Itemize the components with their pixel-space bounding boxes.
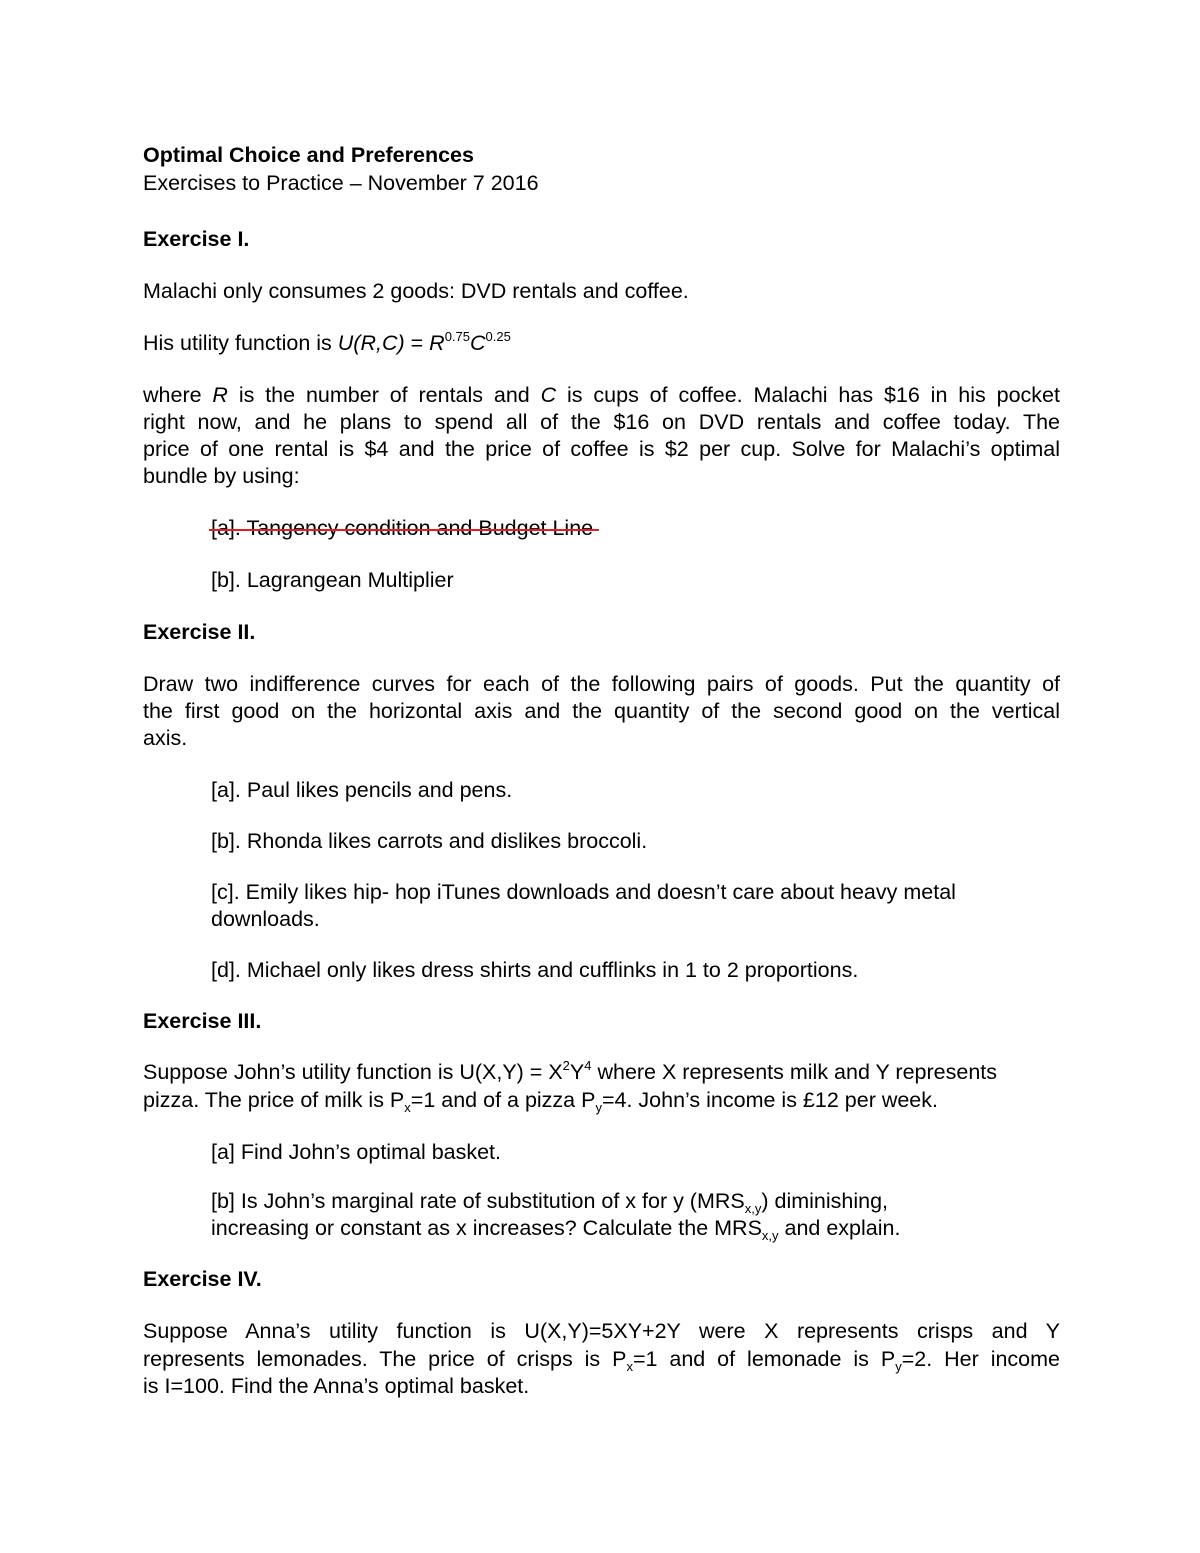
exercise-1-heading: Exercise I.	[143, 227, 250, 251]
exercise-2-item-a: [a]. Paul likes pencils and pens.	[211, 778, 513, 802]
document-subtitle: Exercises to Practice – November 7 2016	[143, 171, 539, 195]
exercise-1-item-b: [b]. Lagrangean Multiplier	[211, 568, 454, 592]
exercise-4-paragraph-line: is I=100. Find the Anna’s optimal basket.	[143, 1374, 530, 1398]
exercise-2-item-b: [b]. Rhonda likes carrots and dislikes broccoli.	[211, 829, 648, 853]
exercise-1-item-a-struck: [a]. Tangency condition and Budget Line	[211, 516, 594, 540]
exercise-2-paragraph-line: Draw two indifference curves for each of the following pairs of goods. Put the quantity of	[143, 672, 1060, 696]
exercise-1-paragraph-line: where R is the number of rentals and C is cups of coffee. Malachi has $16 in his pocket	[143, 383, 1060, 407]
exercise-4-heading: Exercise IV.	[143, 1267, 262, 1291]
exercise-1-paragraph-line: bundle by using:	[143, 464, 300, 488]
document-title: Optimal Choice and Preferences	[143, 143, 474, 167]
exercise-3-item-a: [a] Find John’s optimal basket.	[211, 1140, 502, 1164]
exercise-1-intro: Malachi only consumes 2 goods: DVD rentals and coffee.	[143, 279, 689, 303]
exercise-2-item-d: [d]. Michael only likes dress shirts and cufflinks in 1 to 2 proportions.	[211, 958, 859, 982]
exercise-2-paragraph-line: the first good on the horizontal axis and the quantity of the second good on the vertical	[143, 699, 1060, 723]
exercise-3-item-b-cont: increasing or constant as x increases? Calculate the $MRS_{x,y}$ and explain.	[211, 1216, 901, 1243]
exercise-2-paragraph-line: axis.	[143, 726, 188, 750]
exercise-4-paragraph-line: Suppose Anna’s utility function is U(X,Y)=5XY+2Y were X represents crisps and Y	[143, 1319, 1060, 1343]
exercise-4-paragraph-line: represents lemonades. The price of crisps is $P_x=1$ and of lemonade is $P_y=2$. Her income	[143, 1347, 1060, 1374]
exercise-3-item-b: [b] Is John’s marginal rate of substitution of x for y $(MRS_{x,y})$ diminishing,	[211, 1189, 889, 1216]
exercise-3-paragraph-line: pizza. The price of milk is $P_x=1$ and of a pizza $P_y=4$. John’s income is £12 per week.	[143, 1088, 938, 1115]
exercise-2-item-c-cont: downloads.	[211, 907, 320, 931]
exercise-2-heading: Exercise II.	[143, 620, 256, 644]
exercise-1-paragraph-line: price of one rental is $4 and the price of coffee is $2 per cup. Solve for Malachi’s optimal	[143, 437, 1060, 461]
exercise-3-heading: Exercise III.	[143, 1009, 262, 1033]
exercise-3-paragraph-line: Suppose John’s utility function is $U(X,Y) = X^2Y^4$ where X represents milk and Y represents	[143, 1058, 998, 1084]
exercise-1-utility-function: His utility function is $U(R,C) = R^{0.75}C^{0.25}$	[143, 329, 511, 355]
exercise-1-paragraph-line: right now, and he plans to spend all of the $16 on DVD rentals and coffee today. The	[143, 410, 1060, 434]
exercise-2-item-c: [c]. Emily likes hip- hop iTunes downloads and doesn’t care about heavy metal	[211, 880, 956, 904]
